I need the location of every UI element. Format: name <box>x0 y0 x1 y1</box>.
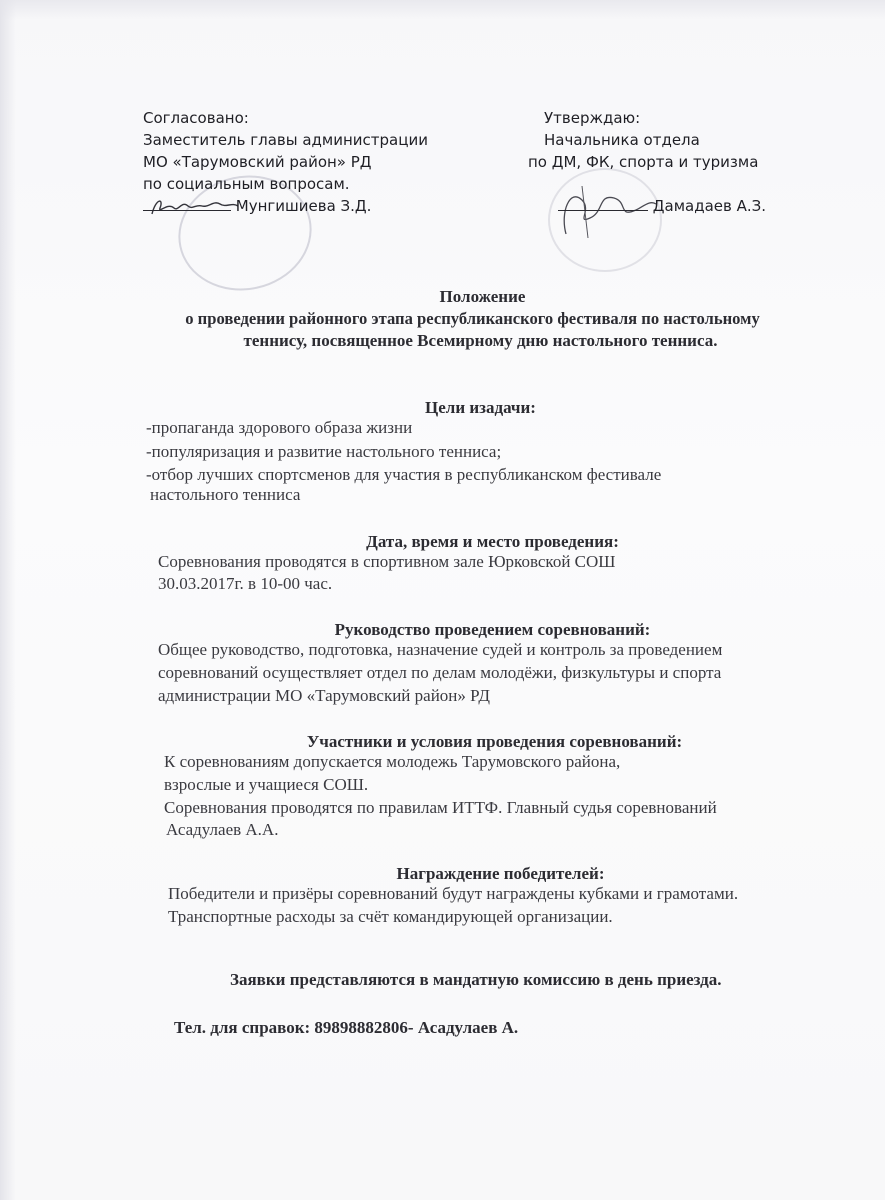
section-heading-date-place: Дата, время и место проведения: <box>366 532 619 551</box>
date-place-line-1: Соревнования проводятся в спортивном зале Юрковской СОШ <box>158 552 616 571</box>
goals-line-4: настольного тенниса <box>150 485 301 504</box>
approval-right-line-1: Утверждаю: <box>544 109 641 127</box>
document-subtitle-line-1: о проведении районного этапа республиканского фестиваля по настольному <box>185 309 760 328</box>
approval-left-line-4: по социальным вопросам. <box>143 175 350 193</box>
scan-shadow-top <box>0 0 885 20</box>
participants-line-4: Асадулаев А.А. <box>166 820 279 839</box>
goals-line-3: -отбор лучших спортсменов для участия в республиканском фестивале <box>146 465 662 484</box>
approval-left-line-1: Согласовано: <box>143 109 249 127</box>
scan-shadow-left <box>0 0 16 1200</box>
date-place-line-2: 30.03.2017г. в 10-00 час. <box>158 574 333 593</box>
section-heading-management: Руководство проведением соревнований: <box>334 620 651 639</box>
approval-block-right <box>528 108 766 218</box>
management-line-1: Общее руководство, подготовка, назначение судей и контроль за проведением <box>158 640 723 659</box>
signature-line-right <box>558 196 648 211</box>
signature-line-left <box>143 196 231 211</box>
awards-line-1: Победители и призёры соревнований будут награждены кубками и грамотами. <box>168 884 739 903</box>
participants-line-3: Соревнования проводятся по правилам ИТТФ. Главный судья соревнований <box>164 798 717 817</box>
goals-line-2: -популяризация и развитие настольного тенниса; <box>146 442 502 461</box>
management-line-2: соревнований осуществляет отдел по делам молодёжи, физкультуры и спорта <box>158 663 722 682</box>
participants-line-2: взрослые и учащиеся СОШ. <box>164 775 369 794</box>
approval-right-signature-row <box>528 196 766 218</box>
approval-left-signature-name: Мунгишиева З.Д. <box>235 197 372 215</box>
approval-left-line-3: МО «Тарумовский район» РД <box>143 153 372 171</box>
section-heading-goals: Цели изадачи: <box>425 398 536 417</box>
contact-info: Тел. для справок: 89898882806- Асадулаев А. <box>174 1018 519 1037</box>
approval-right-signature-name: Дамадаев А.З. <box>652 197 767 215</box>
approval-left-signature-row <box>143 196 428 218</box>
document-title: Положение <box>439 287 526 306</box>
goals-line-1: -пропаганда здорового образа жизни <box>146 418 413 437</box>
section-heading-participants: Участники и условия проведения соревнований: <box>306 732 683 751</box>
document-subtitle-line-2: теннису, посвященное Всемирному дню настольного тенниса. <box>243 331 718 350</box>
approval-block-left <box>143 108 428 218</box>
section-heading-awards: Награждение победителей: <box>396 864 605 883</box>
approval-left-line-2: Заместитель главы администрации <box>143 131 428 149</box>
management-line-3: администрации МО «Тарумовский район» РД <box>158 686 490 705</box>
awards-line-2: Транспортные расходы за счёт командирующей организации. <box>168 907 613 926</box>
applications-note: Заявки представляются в мандатную комиссию в день приезда. <box>230 970 722 989</box>
participants-line-1: К соревнованиям допускается молодежь Тарумовского района, <box>164 752 621 771</box>
approval-right-line-2: Начальника отдела <box>544 131 700 149</box>
approval-right-line-3: по ДМ, ФК, спорта и туризма <box>528 153 759 171</box>
